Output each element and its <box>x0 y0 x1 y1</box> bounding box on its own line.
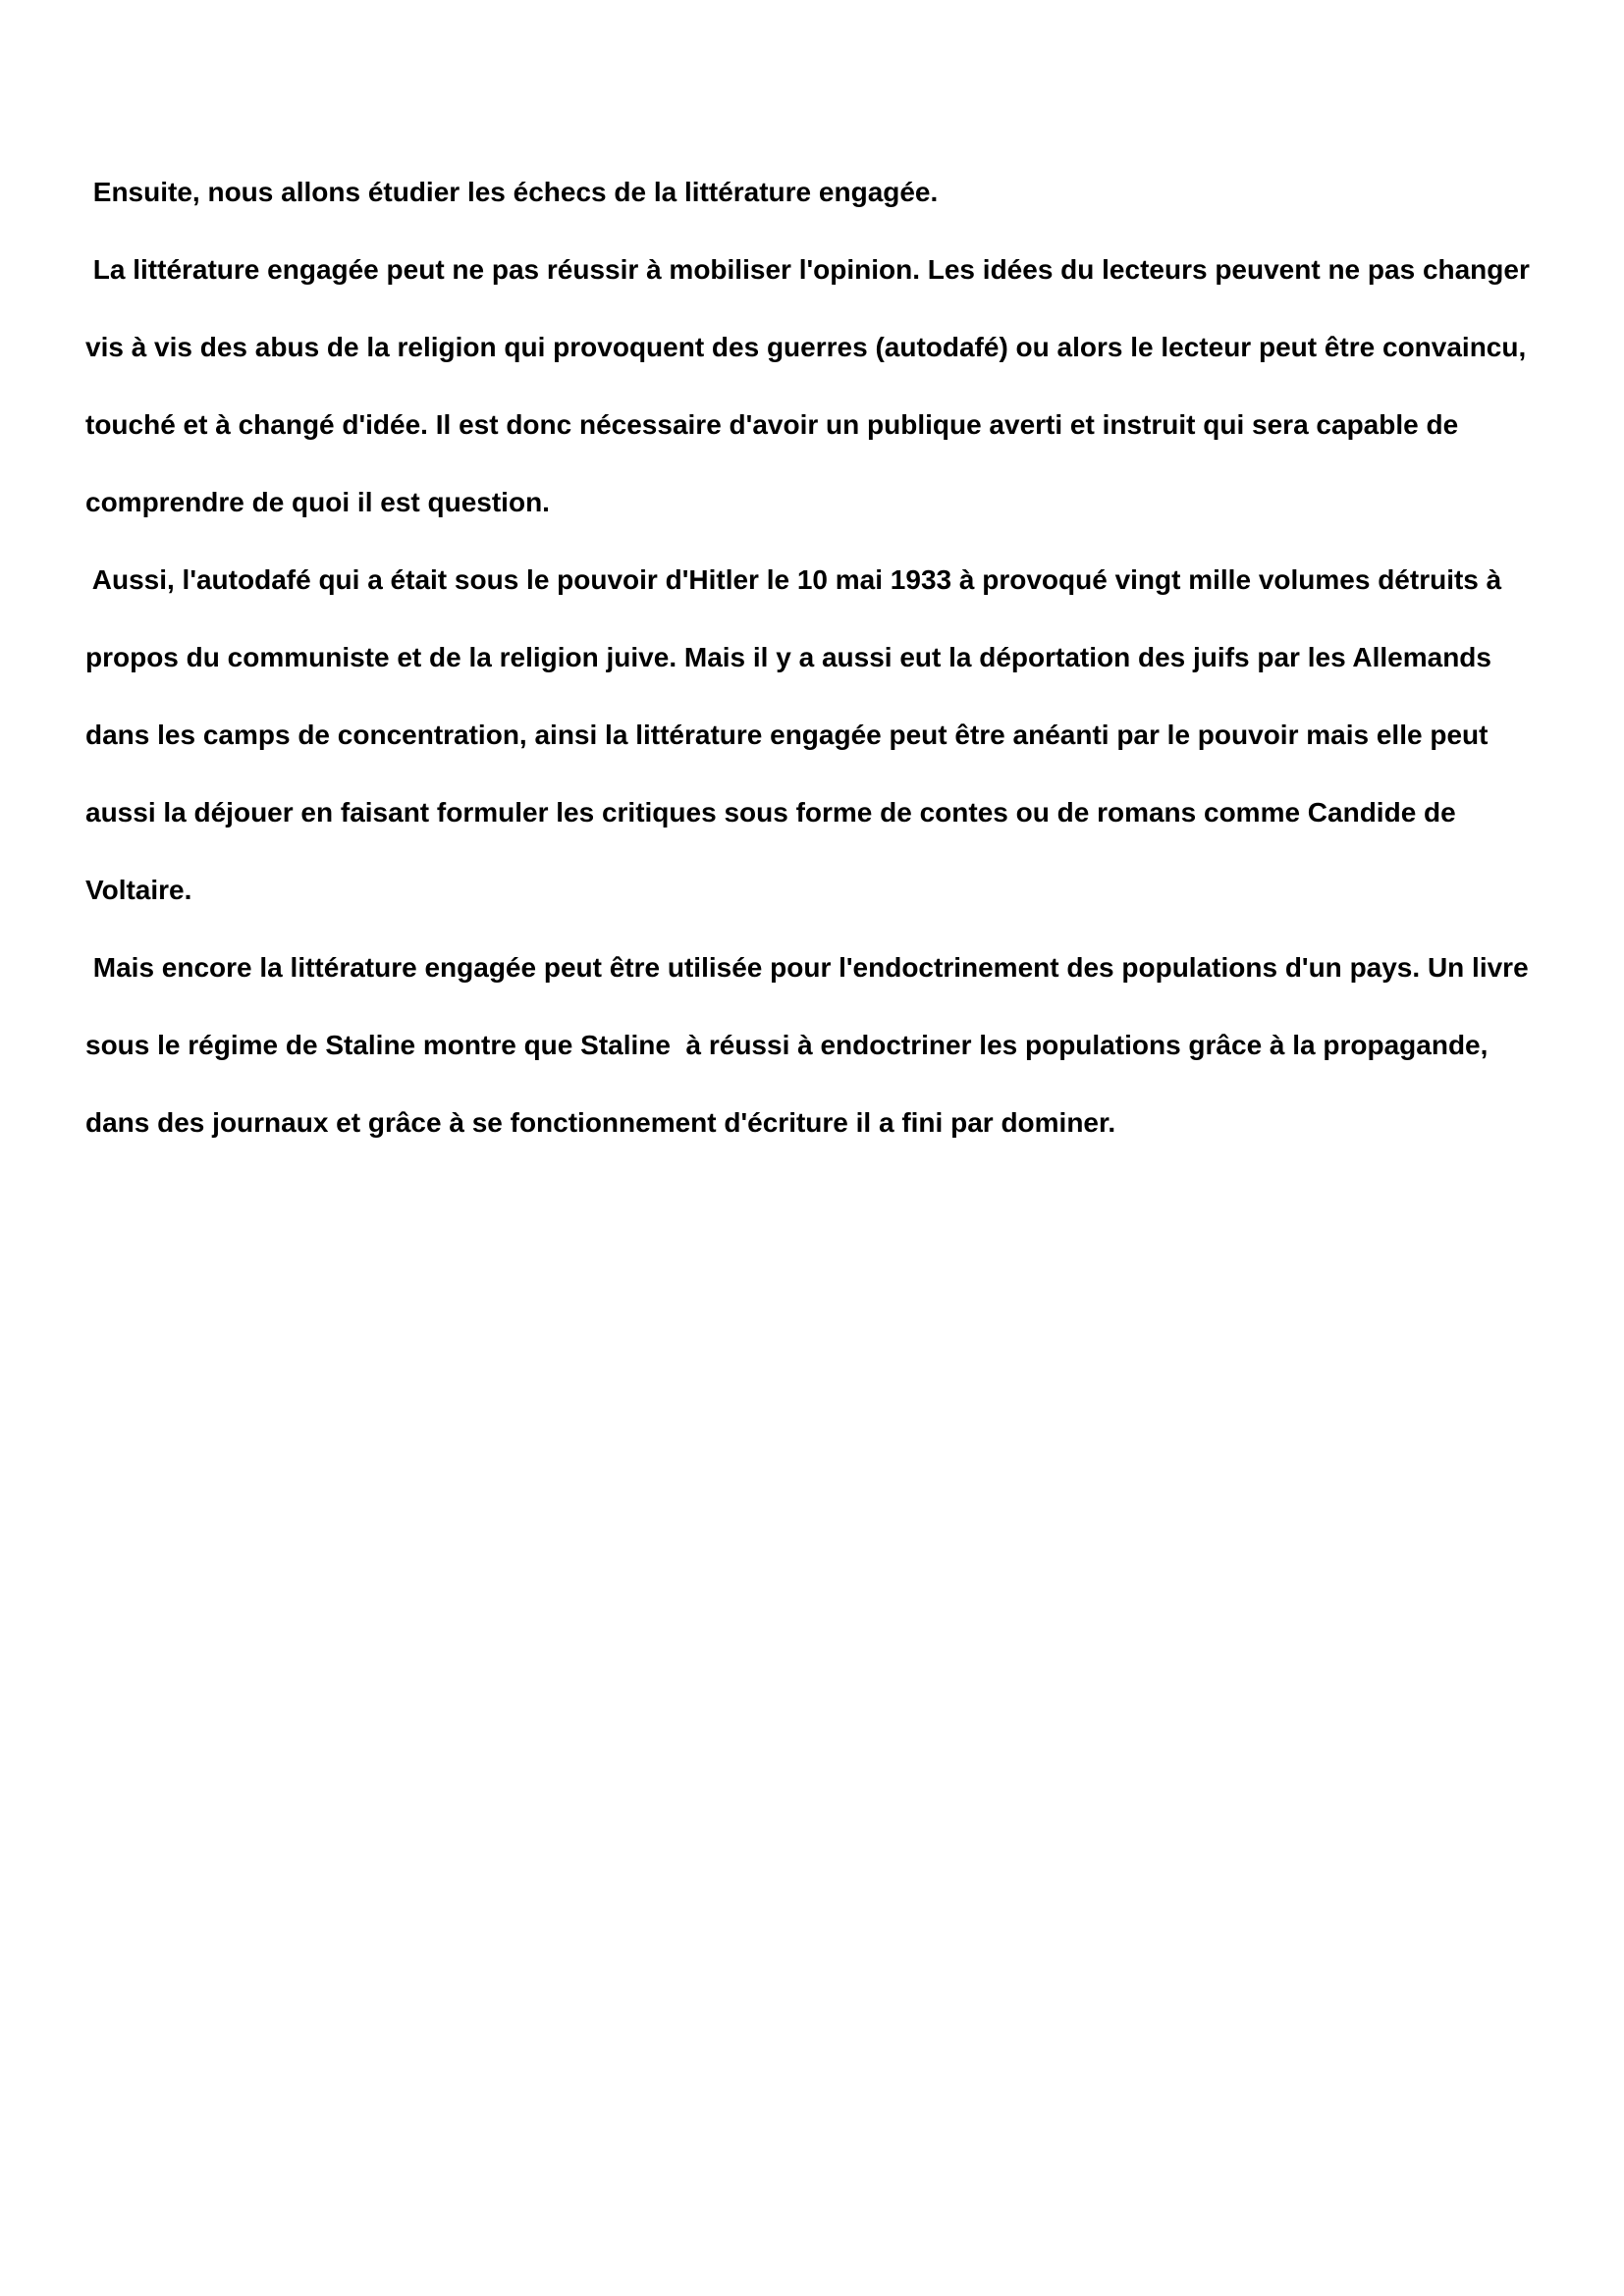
paragraph-opinion <box>85 242 1558 553</box>
text-line: Voltaire. <box>85 875 192 905</box>
paragraph-endoctrinement <box>85 940 1558 1173</box>
text-line: Aussi, l'autodafé qui a était sous le pouvoir d'Hitler le 10 mai 1933 à provoqué vingt mille volumes détruits à <box>85 564 1502 595</box>
text-line: sous le régime de Staline montre que Staline à réussi à endoctriner les populations grâce à la propagande, <box>85 1030 1489 1060</box>
paragraph-autodafe <box>85 553 1558 940</box>
document-body <box>85 165 1558 1173</box>
text-line: aussi la déjouer en faisant formuler les critiques sous forme de contes ou de romans comme Candide de <box>85 797 1456 828</box>
text-line: touché et à changé d'idée. Il est donc nécessaire d'avoir un publique averti et instruit qui sera capable de <box>85 409 1459 440</box>
text-line: vis à vis des abus de la religion qui provoquent des guerres (autodafé) ou alors le lecteur peut être convaincu, <box>85 332 1527 362</box>
text-line: comprendre de quoi il est question. <box>85 487 550 517</box>
text-line: dans les camps de concentration, ainsi la littérature engagée peut être anéanti par le pouvoir mais elle peut <box>85 720 1489 750</box>
text-line: Ensuite, nous allons étudier les échecs de la littérature engagée. <box>85 177 939 207</box>
text-line: dans des journaux et grâce à se fonctionnement d'écriture il a fini par dominer. <box>85 1107 1116 1138</box>
text-line: propos du communiste et de la religion juive. Mais il y a aussi eut la déportation des juifs par les Allemands <box>85 642 1491 672</box>
paragraph-intro <box>85 165 1558 242</box>
text-line: Mais encore la littérature engagée peut être utilisée pour l'endoctrinement des populations d'un pays. Un livre <box>85 952 1529 983</box>
text-line: La littérature engagée peut ne pas réussir à mobiliser l'opinion. Les idées du lecteurs peuvent ne pas changer <box>85 254 1530 285</box>
